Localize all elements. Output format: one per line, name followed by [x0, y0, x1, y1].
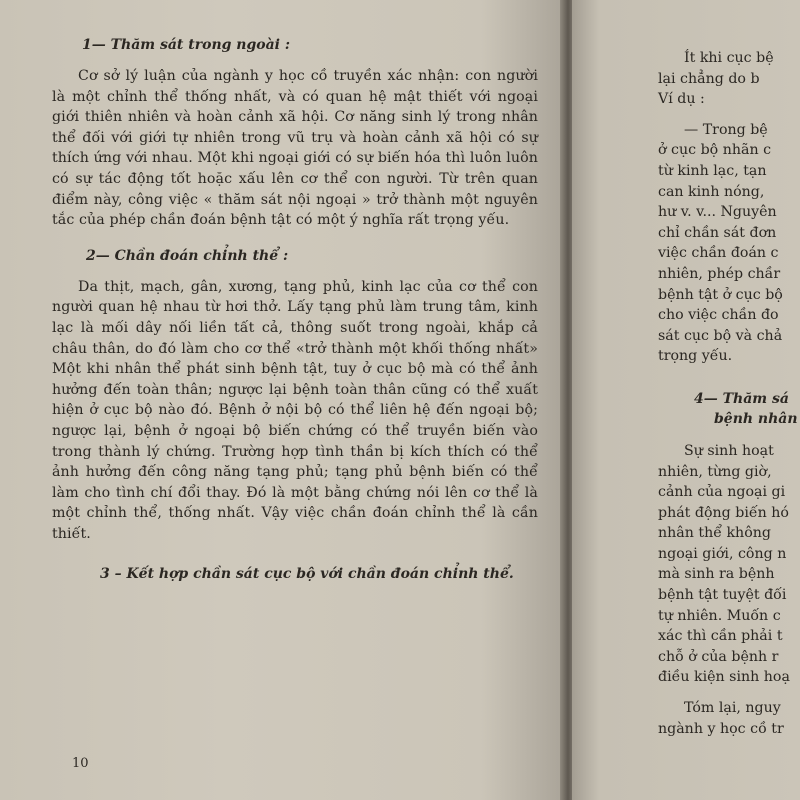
text-line: nhiên, từng giờ, — [658, 463, 772, 480]
text-line: trọng yếu. — [658, 348, 733, 365]
text-line: chỉ chần sát đơn — [658, 224, 777, 241]
text-line: hư v. v... Nguyên — [658, 204, 777, 221]
text-line: bệnh tật ở cục bộ — [658, 286, 783, 303]
text-line: ngoại giới, công n — [658, 545, 787, 562]
text-line: từ kinh lạc, tạn — [658, 162, 767, 179]
text-line: Ví dụ : — [658, 91, 705, 108]
text-line: mà sinh ra bệnh — [658, 566, 775, 583]
section-1-heading: 1— Thăm sát trong ngoài : — [82, 37, 291, 53]
section-2-heading: 2— Chần đoán chỉnh thể : — [86, 247, 289, 264]
section-4-heading-line-2: bệnh nhân — [714, 410, 798, 427]
text-line: bệnh tật tuyệt đối — [658, 587, 787, 604]
section-4-heading-line-1: 4— Thăm sá — [694, 390, 789, 407]
text-line: sát cục bộ và chả — [658, 327, 783, 344]
text-line: nhiên, phép chầr — [658, 265, 781, 282]
text-line: tự nhiên. Muốn c — [658, 607, 781, 624]
text-line: điều kiện sinh hoạ — [658, 669, 790, 686]
page-number: 10 — [72, 756, 89, 771]
text-line: chỗ ở của bệnh r — [658, 648, 779, 665]
text-line: — Trong bệ — [684, 121, 768, 138]
text-line: ở cục bộ nhãn c — [658, 142, 772, 159]
text-line: Tóm lại, nguy — [684, 700, 781, 717]
text-line: nhân thể không — [658, 525, 771, 542]
text-line: Sự sinh hoạt — [684, 442, 774, 459]
section-3-heading: 3 – Kết hợp chần sát cục bộ với chần đoán chỉnh thể. — [100, 566, 514, 583]
text-line: xác thì cần phải t — [658, 628, 783, 645]
text-line: cảnh của ngoại gi — [658, 484, 786, 501]
text-line: can kinh nóng, — [658, 183, 765, 200]
section-2-paragraph: Da thịt, mạch, gân, xương, tạng phủ, kinh lạc của cơ thể con người quan hệ nhau từ hơi thở. Lấy tạng phủ làm trung tâm, kinh lạc là mối dây nối liền tất cả, thông suốt trong ngoài, khắp cả châu thân, do đó làm cho cơ thể «trở thành một khối thống nhất» Một khi nhân thể phát sinh bệnh tật, tuy ở cục bộ mà có thể ảnh hưởng đến toàn thân; ngược lại bệnh toàn thân cũng có thể xuất hiện ở cục bộ nào đó. Bệnh ở nội bộ có thể liên hệ đến ngoại bộ; ngược lại, bệnh ở ngoại bộ biến chứng có thể truyền biến vào trong thành lý chứng. Trường hợp tình thần bị kích thích có thể ảnh hưởng đến công năng tạng phủ; tạng phủ bệnh biến có thể làm cho tình chí đổi thay. Đó là một bằng chứng nói lên cơ thể là một chỉnh thể, thống nhất. Vậy việc chần đoán chỉnh thể là cần thiết. — [52, 278, 538, 542]
section-1-paragraph: Cơ sở lý luận của ngành y học cồ truyền xác nhận: con người là một chỉnh thể thống nhất, và có quan hệ mật thiết với ngoại giới thiên nhiên và hoàn cảnh xã hội. Cơ năng sinh lý trong nhân thể đối với giới tự nhiên trong vũ trụ và hoàn cảnh xã hội có sự thích ứng với nhau. Một khi ngoại giới có sự biến hóa thì luôn luôn có sự tác động tốt hoặc xấu lên cơ thể con người. Từ trên quan điểm này, công việc « thăm sát nội ngoại » trở thành một nguyên tắc của phép chần đoán bệnh tật có một ý nghĩa rất trọng yếu. — [52, 68, 538, 229]
text-line: phát động biến hó — [658, 504, 789, 521]
text-line: cho việc chần đo — [658, 307, 779, 324]
right-page — [572, 0, 800, 800]
text-line: lại chẳng do b — [658, 70, 760, 87]
text-line: việc chần đoán c — [658, 245, 779, 262]
text-line: Ít khi cục bệ — [684, 50, 774, 66]
text-line: ngành y học cồ tr — [658, 720, 784, 737]
